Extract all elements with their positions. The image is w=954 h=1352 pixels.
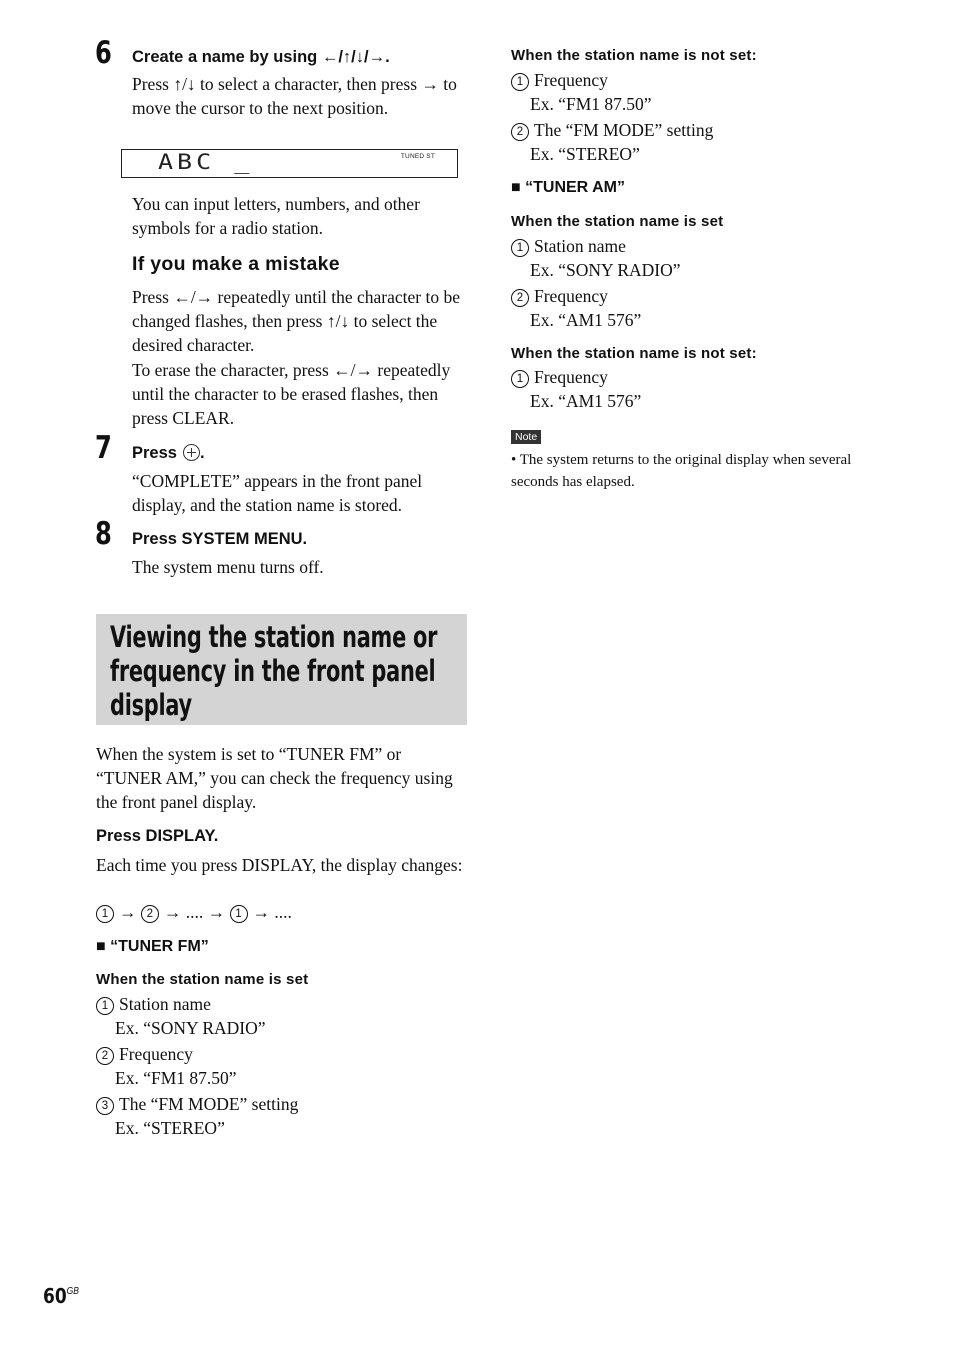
list-item <box>96 992 436 1040</box>
am-set-heading: When the station name is set <box>511 213 724 230</box>
note-badge: Note <box>511 430 541 444</box>
item-number: 2 <box>511 123 529 141</box>
lcd-text: ABC _ <box>158 149 254 174</box>
seq-arrow-3: → <box>207 902 226 922</box>
page-number <box>43 1284 79 1308</box>
item-label: Station name <box>534 236 626 256</box>
lcd-indicator: TUNED ST <box>400 153 435 160</box>
item-example: Ex. “FM1 87.50” <box>530 94 652 114</box>
item-label: Frequency <box>534 286 608 306</box>
item-example: Ex. “AM1 576” <box>530 391 642 411</box>
seq-arrow-4: → <box>252 902 270 922</box>
item-example: Ex. “STEREO” <box>115 1118 225 1138</box>
item-example: Ex. “SONY RADIO” <box>115 1018 266 1038</box>
seq-num-3: 1 <box>230 905 248 923</box>
list-item <box>96 1042 436 1090</box>
step-8-title: Press SYSTEM MENU. <box>132 530 308 548</box>
item-example: Ex. “SONY RADIO” <box>530 260 681 280</box>
page-number-suffix: GB <box>66 1286 79 1297</box>
seq-arrow-2: → <box>163 902 182 922</box>
seq-num-2: 2 <box>141 905 159 923</box>
mistake-heading: If you make a mistake <box>132 253 340 275</box>
list-item <box>511 118 851 166</box>
intro-paragraph: When the system is set to “TUNER FM” or “TUNER AM,” you can check the frequency using the front panel display. <box>96 744 453 812</box>
front-panel-display-illustration <box>121 149 458 178</box>
step-7-number: 7 <box>95 430 112 466</box>
section-heading-box <box>96 614 467 725</box>
item-label: Frequency <box>534 367 608 387</box>
seq-arrow-1: → <box>119 902 137 922</box>
section-title: Viewing the station name or frequency in the front panel display <box>110 620 438 722</box>
fm-notset-heading: When the station name is not set: <box>511 47 757 64</box>
item-label: Frequency <box>119 1044 193 1064</box>
list-item <box>96 1092 436 1140</box>
mistake-paragraph-2: To erase the character, press ←/→ repeatedly until the character to be erased flashes, then press CLEAR. <box>132 360 451 428</box>
item-number: 1 <box>96 997 114 1015</box>
display-sequence <box>96 900 466 924</box>
enter-button-icon <box>183 444 200 461</box>
tuner-fm-heading: ■ “TUNER FM” <box>96 938 209 955</box>
item-example: Ex. “FM1 87.50” <box>115 1068 237 1088</box>
fm-set-heading: When the station name is set <box>96 971 309 988</box>
item-label: The “FM MODE” setting <box>534 120 714 140</box>
item-number: 1 <box>511 239 529 257</box>
item-label: The “FM MODE” setting <box>119 1094 299 1114</box>
display-changes-text: Each time you press DISPLAY, the display changes: <box>96 855 463 875</box>
item-number: 2 <box>511 289 529 307</box>
mistake-paragraph-1: Press ←/→ repeatedly until the character to be changed flashes, then press ↑/↓ to select the desired character. <box>132 287 461 355</box>
list-item <box>511 234 851 282</box>
step-8-body: The system menu turns off. <box>132 557 324 577</box>
item-number: 2 <box>96 1047 114 1065</box>
item-example: Ex. “AM1 576” <box>530 310 642 330</box>
step-7-title-period: . <box>199 444 205 462</box>
am-notset-heading: When the station name is not set: <box>511 345 757 362</box>
step-8-number: 8 <box>95 516 112 552</box>
step-6-body-2: You can input letters, numbers, and other symbols for a radio station. <box>132 194 420 238</box>
item-example: Ex. “STEREO” <box>530 144 640 164</box>
step-7-title <box>132 443 205 463</box>
list-item <box>511 68 851 116</box>
list-item <box>511 365 851 413</box>
step-7-body: “COMPLETE” appears in the front panel display, and the station name is stored. <box>132 471 423 515</box>
step-7-title-text: Press <box>132 444 177 462</box>
press-display-heading: Press DISPLAY. <box>96 827 219 845</box>
note-text: • The system returns to the original display when several seconds has elapsed. <box>511 452 852 490</box>
item-label: Station name <box>119 994 211 1014</box>
page-number-value: 60 <box>43 1284 67 1308</box>
seq-num-1: 1 <box>96 905 114 923</box>
seq-dots-2: .... <box>274 902 292 922</box>
step-6-number: 6 <box>95 35 112 71</box>
item-number: 1 <box>511 73 529 91</box>
item-label: Frequency <box>534 70 608 90</box>
item-number: 1 <box>511 370 529 388</box>
list-item <box>511 284 851 332</box>
seq-dots-1: .... <box>185 902 204 922</box>
item-number: 3 <box>96 1097 114 1115</box>
tuner-am-heading: ■ “TUNER AM” <box>511 179 625 196</box>
step-6-body: Press ↑/↓ to select a character, then press → to move the cursor to the next position. <box>132 74 457 118</box>
step-6-title: Create a name by using ←/↑/↓/→. <box>132 48 390 66</box>
